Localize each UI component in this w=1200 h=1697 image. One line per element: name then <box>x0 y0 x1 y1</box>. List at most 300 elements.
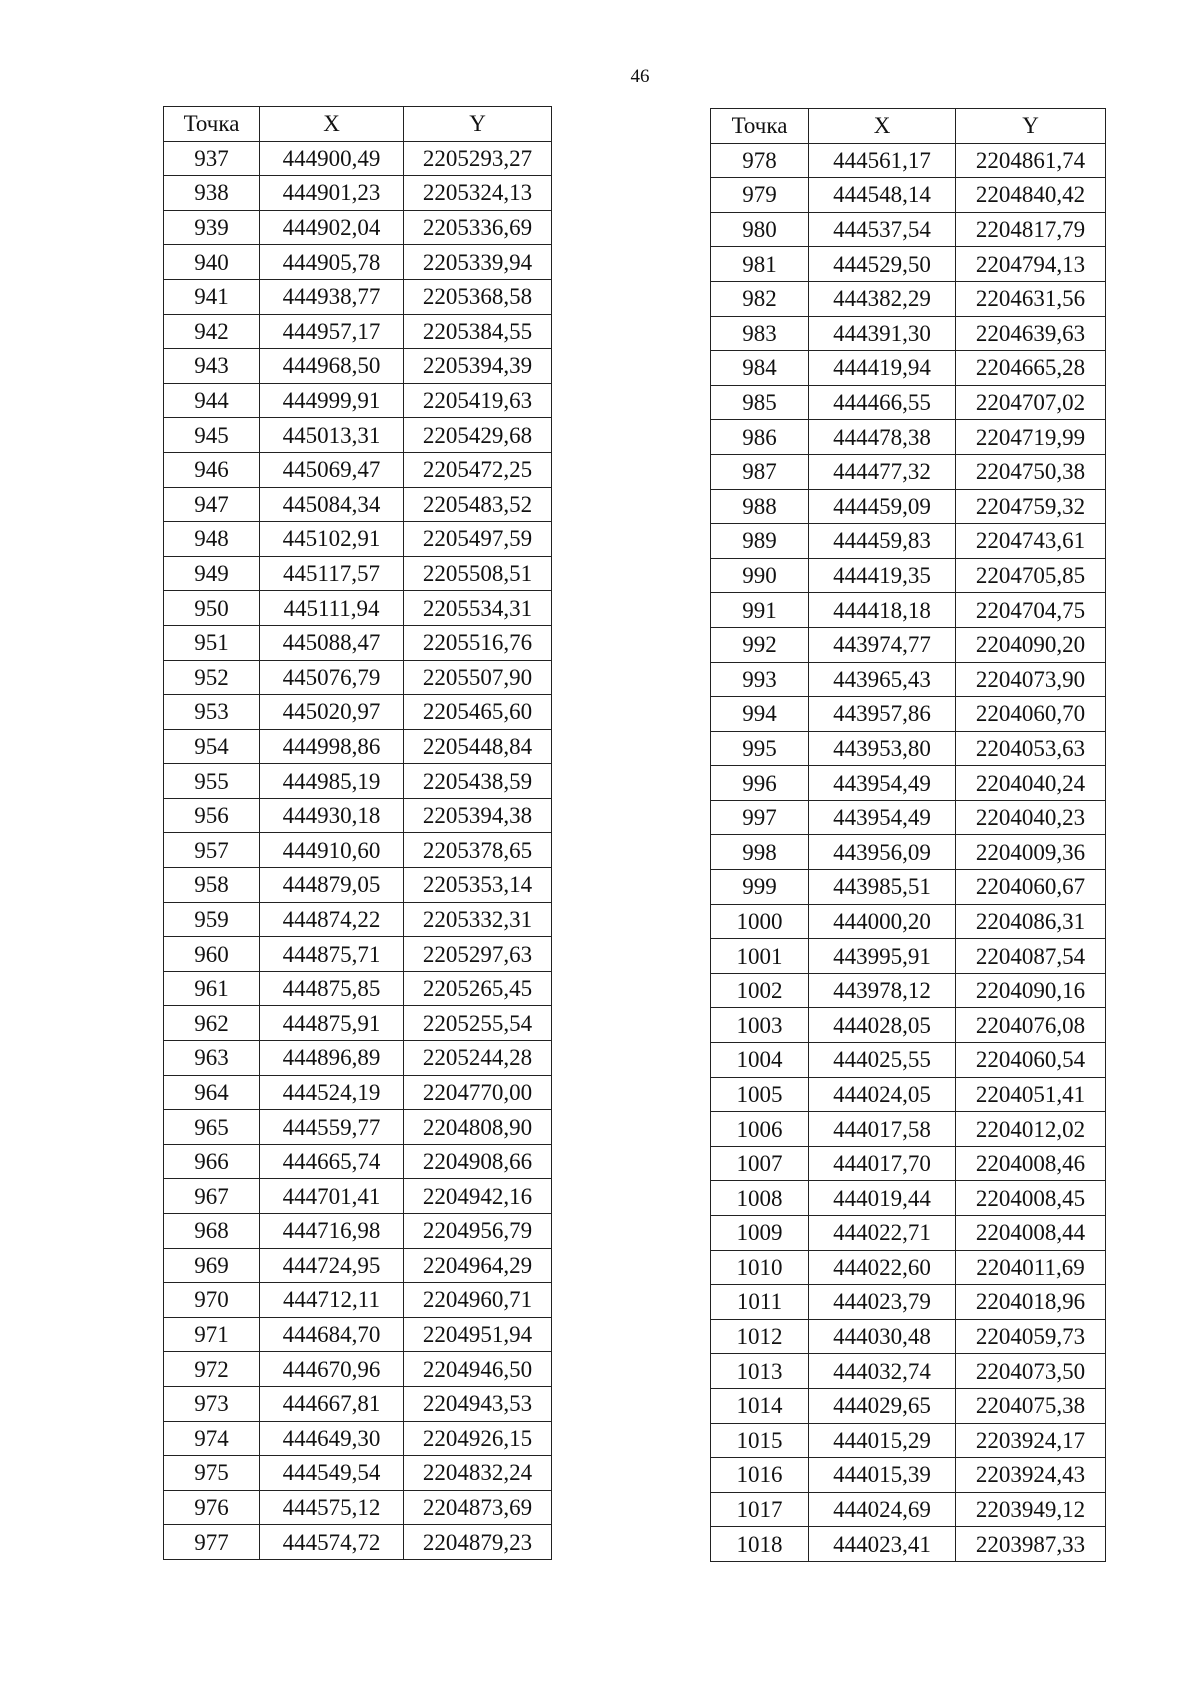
table-row <box>164 314 552 349</box>
x-cell: 444548,14 <box>809 178 956 213</box>
table-row <box>711 454 1106 489</box>
point-cell: 1009 <box>711 1216 809 1251</box>
table-row <box>711 1423 1106 1458</box>
table-row <box>164 279 552 314</box>
y-cell: 2205429,68 <box>404 418 552 453</box>
column-header-y: Y <box>956 109 1106 144</box>
point-cell: 1012 <box>711 1319 809 1354</box>
x-cell: 443954,49 <box>809 800 956 835</box>
table-row <box>711 1285 1106 1320</box>
x-cell: 444529,50 <box>809 247 956 282</box>
x-cell: 443995,91 <box>809 939 956 974</box>
table-row <box>164 556 552 591</box>
y-cell: 2204943,53 <box>404 1386 552 1421</box>
y-cell: 2205332,31 <box>404 902 552 937</box>
y-cell: 2204964,29 <box>404 1248 552 1283</box>
point-cell: 959 <box>164 902 260 937</box>
x-cell: 443954,49 <box>809 766 956 801</box>
y-cell: 2204840,42 <box>956 178 1106 213</box>
point-cell: 992 <box>711 627 809 662</box>
x-cell: 444716,98 <box>260 1214 404 1249</box>
point-cell: 972 <box>164 1352 260 1387</box>
x-cell: 443953,80 <box>809 731 956 766</box>
point-cell: 997 <box>711 800 809 835</box>
point-cell: 957 <box>164 833 260 868</box>
column-header-x: X <box>809 109 956 144</box>
point-cell: 944 <box>164 383 260 418</box>
point-cell: 981 <box>711 247 809 282</box>
table-row <box>164 937 552 972</box>
table-row <box>711 558 1106 593</box>
point-cell: 976 <box>164 1490 260 1525</box>
table-row <box>711 247 1106 282</box>
point-cell: 948 <box>164 522 260 557</box>
x-cell: 444466,55 <box>809 385 956 420</box>
x-cell: 444998,86 <box>260 729 404 764</box>
table-row <box>164 487 552 522</box>
table-row <box>711 1458 1106 1493</box>
point-cell: 945 <box>164 418 260 453</box>
y-cell: 2204053,63 <box>956 731 1106 766</box>
point-cell: 999 <box>711 870 809 905</box>
point-cell: 947 <box>164 487 260 522</box>
y-cell: 2204832,24 <box>404 1456 552 1491</box>
table-body-left <box>164 141 552 1559</box>
table-row <box>711 973 1106 1008</box>
table-row <box>164 764 552 799</box>
point-cell: 939 <box>164 210 260 245</box>
y-cell: 2205336,69 <box>404 210 552 245</box>
y-cell: 2205255,54 <box>404 1006 552 1041</box>
x-cell: 444930,18 <box>260 798 404 833</box>
x-cell: 444023,79 <box>809 1285 956 1320</box>
point-cell: 968 <box>164 1214 260 1249</box>
x-cell: 444905,78 <box>260 245 404 280</box>
table-row <box>164 1179 552 1214</box>
point-cell: 967 <box>164 1179 260 1214</box>
table-row <box>711 1043 1106 1078</box>
y-cell: 2205265,45 <box>404 971 552 1006</box>
x-cell: 444561,17 <box>809 143 956 178</box>
point-cell: 1002 <box>711 973 809 1008</box>
y-cell: 2204011,69 <box>956 1250 1106 1285</box>
table-row <box>164 1421 552 1456</box>
point-cell: 969 <box>164 1248 260 1283</box>
table-row <box>164 729 552 764</box>
point-cell: 988 <box>711 489 809 524</box>
x-cell: 444024,69 <box>809 1492 956 1527</box>
table-row <box>711 731 1106 766</box>
y-cell: 2204073,50 <box>956 1354 1106 1389</box>
x-cell: 445111,94 <box>260 591 404 626</box>
column-header-point: Точка <box>164 107 260 142</box>
point-cell: 958 <box>164 868 260 903</box>
x-cell: 444024,05 <box>809 1077 956 1112</box>
table-row <box>164 1283 552 1318</box>
x-cell: 444575,12 <box>260 1490 404 1525</box>
point-cell: 970 <box>164 1283 260 1318</box>
y-cell: 2204086,31 <box>956 904 1106 939</box>
y-cell: 2204060,54 <box>956 1043 1106 1078</box>
table-row <box>164 798 552 833</box>
point-cell: 998 <box>711 835 809 870</box>
point-cell: 973 <box>164 1386 260 1421</box>
point-cell: 980 <box>711 212 809 247</box>
x-cell: 444032,74 <box>809 1354 956 1389</box>
table-row <box>164 1490 552 1525</box>
table-row <box>711 1527 1106 1562</box>
table-row <box>711 835 1106 870</box>
table-row <box>711 1216 1106 1251</box>
y-cell: 2205483,52 <box>404 487 552 522</box>
x-cell: 444701,41 <box>260 1179 404 1214</box>
y-cell: 2204009,36 <box>956 835 1106 870</box>
point-cell: 960 <box>164 937 260 972</box>
table-row <box>711 420 1106 455</box>
table-row <box>711 1146 1106 1181</box>
table-row <box>711 1181 1106 1216</box>
x-cell: 444000,20 <box>809 904 956 939</box>
table-row <box>164 452 552 487</box>
x-cell: 444459,83 <box>809 524 956 559</box>
point-cell: 1004 <box>711 1043 809 1078</box>
x-cell: 444015,39 <box>809 1458 956 1493</box>
y-cell: 2204060,70 <box>956 697 1106 732</box>
point-cell: 938 <box>164 176 260 211</box>
table-row <box>164 418 552 453</box>
coordinates-table-right <box>710 108 1106 1562</box>
y-cell: 2205297,63 <box>404 937 552 972</box>
table-row <box>711 939 1106 974</box>
point-cell: 983 <box>711 316 809 351</box>
point-cell: 994 <box>711 697 809 732</box>
point-cell: 989 <box>711 524 809 559</box>
x-cell: 444985,19 <box>260 764 404 799</box>
x-cell: 445020,97 <box>260 695 404 730</box>
x-cell: 444025,55 <box>809 1043 956 1078</box>
point-cell: 937 <box>164 141 260 176</box>
table-row <box>711 281 1106 316</box>
table-row <box>711 1354 1106 1389</box>
y-cell: 2204908,66 <box>404 1144 552 1179</box>
x-cell: 444029,65 <box>809 1388 956 1423</box>
y-cell: 2204665,28 <box>956 351 1106 386</box>
x-cell: 444957,17 <box>260 314 404 349</box>
x-cell: 445084,34 <box>260 487 404 522</box>
table-row <box>164 1110 552 1145</box>
y-cell: 2205516,76 <box>404 625 552 660</box>
x-cell: 445088,47 <box>260 625 404 660</box>
table-row <box>711 1250 1106 1285</box>
table-row <box>711 212 1106 247</box>
point-cell: 966 <box>164 1144 260 1179</box>
table-row <box>711 627 1106 662</box>
x-cell: 444875,71 <box>260 937 404 972</box>
point-cell: 993 <box>711 662 809 697</box>
x-cell: 444477,32 <box>809 454 956 489</box>
y-cell: 2203987,33 <box>956 1527 1106 1562</box>
y-cell: 2204090,16 <box>956 973 1106 1008</box>
x-cell: 444022,71 <box>809 1216 956 1251</box>
point-cell: 1001 <box>711 939 809 974</box>
x-cell: 444559,77 <box>260 1110 404 1145</box>
x-cell: 443965,43 <box>809 662 956 697</box>
table-row <box>711 904 1106 939</box>
x-cell: 444478,38 <box>809 420 956 455</box>
y-cell: 2205497,59 <box>404 522 552 557</box>
y-cell: 2204942,16 <box>404 1179 552 1214</box>
y-cell: 2205534,31 <box>404 591 552 626</box>
table-header-row <box>164 107 552 142</box>
y-cell: 2203924,17 <box>956 1423 1106 1458</box>
x-cell: 444022,60 <box>809 1250 956 1285</box>
x-cell: 444459,09 <box>809 489 956 524</box>
table-row <box>164 141 552 176</box>
table-row <box>164 1386 552 1421</box>
y-cell: 2205244,28 <box>404 1041 552 1076</box>
x-cell: 445076,79 <box>260 660 404 695</box>
table-row <box>164 522 552 557</box>
point-cell: 995 <box>711 731 809 766</box>
table-row <box>711 351 1106 386</box>
y-cell: 2204817,79 <box>956 212 1106 247</box>
point-cell: 978 <box>711 143 809 178</box>
point-cell: 940 <box>164 245 260 280</box>
x-cell: 444574,72 <box>260 1525 404 1560</box>
point-cell: 955 <box>164 764 260 799</box>
point-cell: 1013 <box>711 1354 809 1389</box>
column-header-point: Точка <box>711 109 809 144</box>
y-cell: 2204012,02 <box>956 1112 1106 1147</box>
x-cell: 444938,77 <box>260 279 404 314</box>
point-cell: 1018 <box>711 1527 809 1562</box>
table-row <box>164 1041 552 1076</box>
column-header-x: X <box>260 107 404 142</box>
table-row <box>711 178 1106 213</box>
x-cell: 444684,70 <box>260 1317 404 1352</box>
point-cell: 1011 <box>711 1285 809 1320</box>
point-cell: 987 <box>711 454 809 489</box>
table-row <box>164 176 552 211</box>
table-row <box>711 385 1106 420</box>
x-cell: 444875,85 <box>260 971 404 1006</box>
table-row <box>711 593 1106 628</box>
x-cell: 444900,49 <box>260 141 404 176</box>
point-cell: 954 <box>164 729 260 764</box>
table-row <box>164 1456 552 1491</box>
x-cell: 444649,30 <box>260 1421 404 1456</box>
y-cell: 2204631,56 <box>956 281 1106 316</box>
y-cell: 2204770,00 <box>404 1075 552 1110</box>
point-cell: 963 <box>164 1041 260 1076</box>
table-row <box>711 1077 1106 1112</box>
x-cell: 444667,81 <box>260 1386 404 1421</box>
x-cell: 444017,70 <box>809 1146 956 1181</box>
point-cell: 977 <box>164 1525 260 1560</box>
y-cell: 2204946,50 <box>404 1352 552 1387</box>
y-cell: 2204719,99 <box>956 420 1106 455</box>
y-cell: 2205472,25 <box>404 452 552 487</box>
y-cell: 2204073,90 <box>956 662 1106 697</box>
point-cell: 975 <box>164 1456 260 1491</box>
x-cell: 444999,91 <box>260 383 404 418</box>
y-cell: 2204879,23 <box>404 1525 552 1560</box>
x-cell: 443978,12 <box>809 973 956 1008</box>
x-cell: 444017,58 <box>809 1112 956 1147</box>
page-number: 46 <box>630 66 650 87</box>
y-cell: 2204040,24 <box>956 766 1106 801</box>
point-cell: 949 <box>164 556 260 591</box>
x-cell: 443974,77 <box>809 627 956 662</box>
x-cell: 444712,11 <box>260 1283 404 1318</box>
point-cell: 1000 <box>711 904 809 939</box>
point-cell: 979 <box>711 178 809 213</box>
y-cell: 2204704,75 <box>956 593 1106 628</box>
x-cell: 444874,22 <box>260 902 404 937</box>
table-header-row <box>711 109 1106 144</box>
point-cell: 985 <box>711 385 809 420</box>
x-cell: 445102,91 <box>260 522 404 557</box>
table-row <box>711 489 1106 524</box>
x-cell: 444910,60 <box>260 833 404 868</box>
point-cell: 982 <box>711 281 809 316</box>
y-cell: 2204705,85 <box>956 558 1106 593</box>
y-cell: 2204707,02 <box>956 385 1106 420</box>
table-row <box>711 316 1106 351</box>
table-row <box>164 833 552 868</box>
x-cell: 445013,31 <box>260 418 404 453</box>
x-cell: 444019,44 <box>809 1181 956 1216</box>
x-cell: 444875,91 <box>260 1006 404 1041</box>
point-cell: 971 <box>164 1317 260 1352</box>
x-cell: 444896,89 <box>260 1041 404 1076</box>
table-row <box>711 143 1106 178</box>
y-cell: 2204008,44 <box>956 1216 1106 1251</box>
y-cell: 2205448,84 <box>404 729 552 764</box>
x-cell: 445117,57 <box>260 556 404 591</box>
y-cell: 2204639,63 <box>956 316 1106 351</box>
x-cell: 444879,05 <box>260 868 404 903</box>
table-row <box>711 800 1106 835</box>
point-cell: 990 <box>711 558 809 593</box>
table-row <box>711 1492 1106 1527</box>
y-cell: 2205465,60 <box>404 695 552 730</box>
x-cell: 444549,54 <box>260 1456 404 1491</box>
point-cell: 953 <box>164 695 260 730</box>
point-cell: 946 <box>164 452 260 487</box>
point-cell: 941 <box>164 279 260 314</box>
x-cell: 444901,23 <box>260 176 404 211</box>
point-cell: 943 <box>164 349 260 384</box>
x-cell: 443956,09 <box>809 835 956 870</box>
y-cell: 2205378,65 <box>404 833 552 868</box>
y-cell: 2204956,79 <box>404 1214 552 1249</box>
y-cell: 2204090,20 <box>956 627 1106 662</box>
column-header-y: Y <box>404 107 552 142</box>
point-cell: 986 <box>711 420 809 455</box>
x-cell: 444419,35 <box>809 558 956 593</box>
y-cell: 2204794,13 <box>956 247 1106 282</box>
x-cell: 444382,29 <box>809 281 956 316</box>
table-row <box>711 662 1106 697</box>
y-cell: 2204008,46 <box>956 1146 1106 1181</box>
table-row <box>164 1214 552 1249</box>
y-cell: 2205353,14 <box>404 868 552 903</box>
table-row <box>164 1248 552 1283</box>
x-cell: 444418,18 <box>809 593 956 628</box>
y-cell: 2204926,15 <box>404 1421 552 1456</box>
table-row <box>164 1352 552 1387</box>
x-cell: 445069,47 <box>260 452 404 487</box>
y-cell: 2205419,63 <box>404 383 552 418</box>
point-cell: 1017 <box>711 1492 809 1527</box>
y-cell: 2205394,38 <box>404 798 552 833</box>
point-cell: 1007 <box>711 1146 809 1181</box>
y-cell: 2205438,59 <box>404 764 552 799</box>
y-cell: 2205324,13 <box>404 176 552 211</box>
x-cell: 444391,30 <box>809 316 956 351</box>
point-cell: 1016 <box>711 1458 809 1493</box>
x-cell: 444902,04 <box>260 210 404 245</box>
x-cell: 444524,19 <box>260 1075 404 1110</box>
x-cell: 444724,95 <box>260 1248 404 1283</box>
y-cell: 2204051,41 <box>956 1077 1106 1112</box>
y-cell: 2204059,73 <box>956 1319 1106 1354</box>
x-cell: 444028,05 <box>809 1008 956 1043</box>
table-body-right <box>711 143 1106 1561</box>
y-cell: 2204873,69 <box>404 1490 552 1525</box>
point-cell: 991 <box>711 593 809 628</box>
y-cell: 2203924,43 <box>956 1458 1106 1493</box>
y-cell: 2203949,12 <box>956 1492 1106 1527</box>
table-row <box>711 870 1106 905</box>
y-cell: 2205384,55 <box>404 314 552 349</box>
table-row <box>164 868 552 903</box>
y-cell: 2204808,90 <box>404 1110 552 1145</box>
point-cell: 1014 <box>711 1388 809 1423</box>
x-cell: 443985,51 <box>809 870 956 905</box>
y-cell: 2205368,58 <box>404 279 552 314</box>
point-cell: 984 <box>711 351 809 386</box>
table-row <box>711 766 1106 801</box>
point-cell: 950 <box>164 591 260 626</box>
y-cell: 2204018,96 <box>956 1285 1106 1320</box>
x-cell: 444015,29 <box>809 1423 956 1458</box>
point-cell: 1015 <box>711 1423 809 1458</box>
y-cell: 2204861,74 <box>956 143 1106 178</box>
point-cell: 1006 <box>711 1112 809 1147</box>
point-cell: 962 <box>164 1006 260 1041</box>
point-cell: 952 <box>164 660 260 695</box>
y-cell: 2204087,54 <box>956 939 1106 974</box>
table-row <box>164 1525 552 1560</box>
y-cell: 2205507,90 <box>404 660 552 695</box>
table-row <box>164 971 552 1006</box>
y-cell: 2204951,94 <box>404 1317 552 1352</box>
table-row <box>711 1112 1106 1147</box>
y-cell: 2204960,71 <box>404 1283 552 1318</box>
coordinates-table-left <box>163 106 552 1560</box>
y-cell: 2204008,45 <box>956 1181 1106 1216</box>
table-row <box>164 1075 552 1110</box>
point-cell: 951 <box>164 625 260 660</box>
table-row <box>711 1008 1106 1043</box>
table-row <box>711 1319 1106 1354</box>
table-row <box>164 1006 552 1041</box>
x-cell: 444537,54 <box>809 212 956 247</box>
y-cell: 2204040,23 <box>956 800 1106 835</box>
y-cell: 2205394,39 <box>404 349 552 384</box>
